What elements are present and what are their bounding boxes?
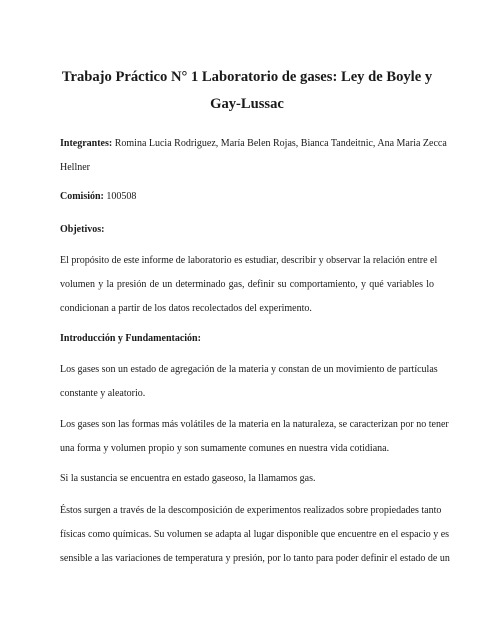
objetivos-paragraph xyxy=(60,249,438,321)
intro-paragraph-2 xyxy=(60,413,449,461)
intro-p4-line: físicas como químicas. Su volumen se adapta al lugar disponible que encuentre en el espacio y es xyxy=(60,529,450,540)
comision-label: Comisión: xyxy=(60,191,104,202)
intro-paragraph-1 xyxy=(60,358,438,406)
intro-paragraph-4 xyxy=(60,499,450,571)
intro-heading: Introducción y Fundamentación: xyxy=(60,333,201,344)
intro-p1-line: Los gases son un estado de agregación de la materia y constan de un movimiento de partículas xyxy=(60,364,438,375)
objetivos-line: condicionan a partir de los datos recolectados del experimento. xyxy=(60,303,312,314)
comision-paragraph xyxy=(60,185,434,209)
integrantes-names: Romina Lucia Rodriguez, María Belen Rojas, Bianca Tandeitnic, Ana Maria Zecca xyxy=(112,138,447,149)
intro-p2-line: Los gases son las formas más volátiles de la materia en la naturaleza, se caracterizan por no tener xyxy=(60,419,449,430)
integrantes-line-2: Hellner xyxy=(60,162,90,173)
integrantes-paragraph xyxy=(60,132,447,180)
comision-line xyxy=(60,185,434,209)
objetivos-line: El propósito de este informe de laboratorio es estudiar, describir y observar la relación entre el xyxy=(60,255,438,266)
intro-p4-line: sensible a las variaciones de temperatura y presión, por lo tanto para poder definir el estado de un xyxy=(60,553,450,564)
intro-section xyxy=(60,327,434,351)
intro-paragraph-3 xyxy=(60,467,434,491)
objetivos-heading: Objetivos: xyxy=(60,224,105,235)
intro-p4-line: Éstos surgen a través de la descomposición de experimentos realizados sobre propiedades tanto xyxy=(60,505,442,516)
intro-p2-line: una forma y volumen propio y son sumamente comunes en nuestra vida cotidiana. xyxy=(60,443,390,454)
document-title-line-2: Gay-Lussac xyxy=(210,96,284,112)
integrantes-label: Integrantes: xyxy=(60,138,113,149)
objetivos-section xyxy=(60,218,434,242)
intro-p1-line: constante y aleatorio. xyxy=(60,388,146,399)
comision-value: 100508 xyxy=(103,191,137,202)
intro-p3-line: Si la sustancia se encuentra en estado gaseoso, la llamamos gas. xyxy=(60,473,316,484)
objetivos-line: volumen y la presión de un determinado gas, definir su comportamiento, y qué variables lo xyxy=(60,279,434,290)
document-title-line-1: Trabajo Práctico N° 1 Laboratorio de gases: Ley de Boyle y xyxy=(61,69,433,85)
integrantes-line-1 xyxy=(60,132,447,156)
